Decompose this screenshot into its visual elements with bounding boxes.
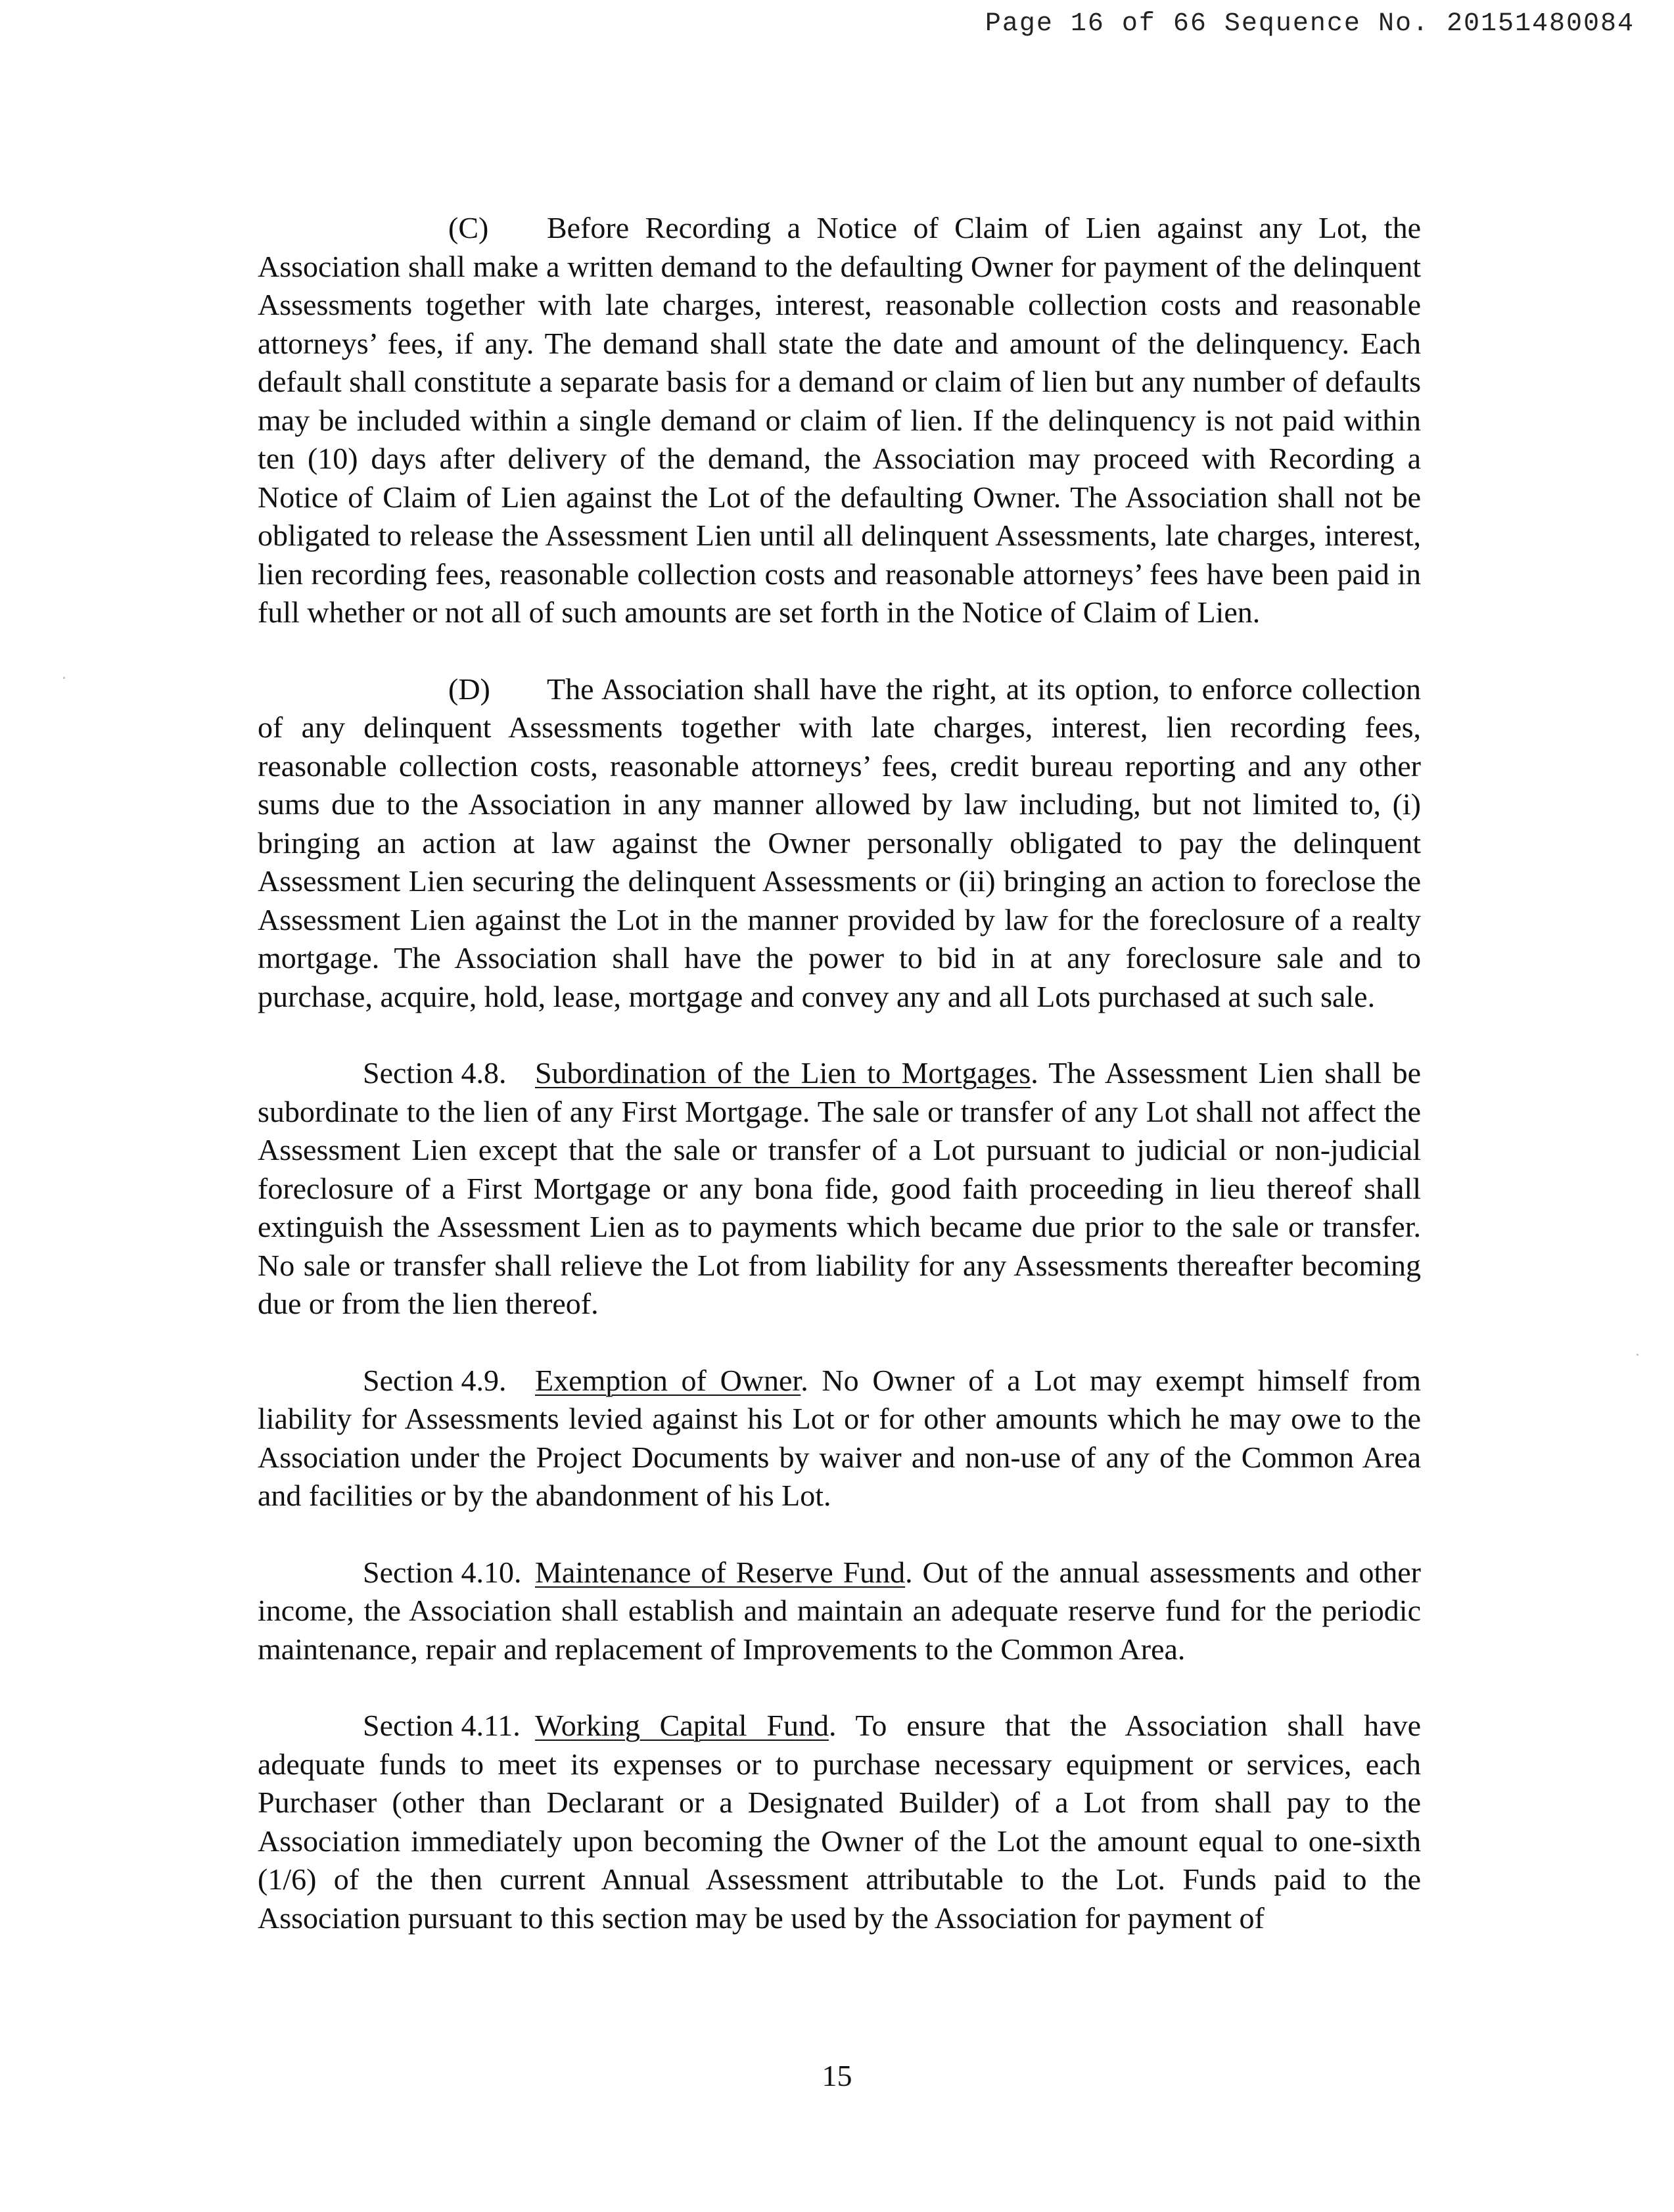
section-4-11 bbox=[258, 1707, 1421, 1937]
page-header bbox=[985, 9, 1635, 39]
section-4-9 bbox=[258, 1362, 1421, 1515]
section-number: Section 4.8. bbox=[363, 1056, 507, 1090]
scan-speck bbox=[1637, 1354, 1639, 1356]
section-number: Section 4.9. bbox=[363, 1363, 507, 1397]
paragraph-text: The Association shall have the right, at its option, to enforce collection of any delinquent Assessments together with late charges, interest, lien recording fees, reasonable collection costs, reasonable attorneys’ fees, credit bureau reporting and any other sums due to the Association in any manner allowed by law including, but not limited to, (i) bringing an action at law against the Owner personally obligated to pay the delinquent Assessment Lien securing the delinquent Assessments or (ii) bringing an action to foreclose the Assessment Lien against the Lot in the manner provided by law for the foreclosure of a realty mortgage. The Association shall have the power to bid in at any foreclosure sale and to purchase, acquire, hold, lease, mortgage and convey any and all Lots purchased at such sale. bbox=[258, 672, 1421, 1013]
section-title: Working Capital Fund bbox=[535, 1709, 829, 1742]
section-4-8 bbox=[258, 1054, 1421, 1324]
section-text: . Out of the annual assessments and other income, the Association shall establish and maintain an adequate reserve fund for the periodic maintenance, repair and replacement of Improvements to the Common Area. bbox=[258, 1555, 1421, 1666]
paragraph-c bbox=[258, 209, 1421, 632]
section-title: Subordination of the Lien to Mortgages bbox=[535, 1056, 1031, 1090]
section-text: . To ensure that the Association shall have adequate funds to meet its expenses or to purchase necessary equipment or services, each Purchaser (other than Declarant or a Designated Builder) of a Lot from shall pay to the Association immediately upon becoming the Owner of the Lot the amount equal to one-sixth (1/6) of the then current Annual Assessment attributable to the Lot. Funds paid to the Association pursuant to this section may be used by the Association for payment of bbox=[258, 1709, 1421, 1935]
subsection-marker: (C) bbox=[448, 211, 489, 244]
section-text: . The Assessment Lien shall be subordinate to the lien of any First Mortgage. The sale or transfer of any Lot shall not affect the Assessment Lien except that the sale or transfer of a Lot pursuant to judicial or non-judicial foreclosure of a First Mortgage or any bona fide, good faith proceeding in lieu thereof shall extinguish the Assessment Lien as to payments which became due prior to the sale or transfer. No sale or transfer shall relieve the Lot from liability for any Assessments thereafter becoming due or from the lien thereof. bbox=[258, 1056, 1421, 1320]
paragraph-d bbox=[258, 670, 1421, 1017]
subsection-marker: (D) bbox=[448, 672, 490, 706]
section-title: Exemption of Owner bbox=[535, 1363, 801, 1397]
paragraph-text: Before Recording a Notice of Claim of Lien against any Lot, the Association shall make a written demand to the defaulting Owner for payment of the delinquent Assessments together with late charges, interest, reasonable collection costs and reasonable attorneys’ fees, if any. The demand shall state the date and amount of the delinquency. Each default shall constitute a separate basis for a demand or claim of lien but any number of defaults may be included within a single demand or claim of lien. If the delinquency is not paid within ten (10) days after delivery of the demand, the Association may proceed with Recording a Notice of Claim of Lien against the Lot of the defaulting Owner. The Association shall not be obligated to release the Assessment Lien until all delinquent Assessments, late charges, interest, lien recording fees, reasonable collection costs and reasonable attorneys’ fees have been paid in full whether or not all of such amounts are set forth in the Notice of Claim of Lien. bbox=[258, 211, 1421, 629]
section-number: Section 4.11. bbox=[363, 1709, 521, 1742]
section-text: . No Owner of a Lot may exempt himself from liability for Assessments levied against his Lot or for other amounts which he may owe to the Association under the Project Documents by waiver and non-use of any of the Common Area and facilities or by the abandonment of his Lot. bbox=[258, 1363, 1422, 1512]
page-number: 15 bbox=[822, 2059, 852, 2092]
section-number: Section 4.10. bbox=[363, 1555, 522, 1589]
scan-speck bbox=[63, 677, 65, 679]
section-title: Maintenance of Reserve Fund bbox=[535, 1555, 906, 1589]
document-body bbox=[258, 209, 1421, 1975]
sequence-number: Sequence No. 20151480084 bbox=[1224, 9, 1635, 39]
page-label: Page 16 of 66 bbox=[985, 9, 1207, 39]
section-4-10 bbox=[258, 1554, 1421, 1669]
